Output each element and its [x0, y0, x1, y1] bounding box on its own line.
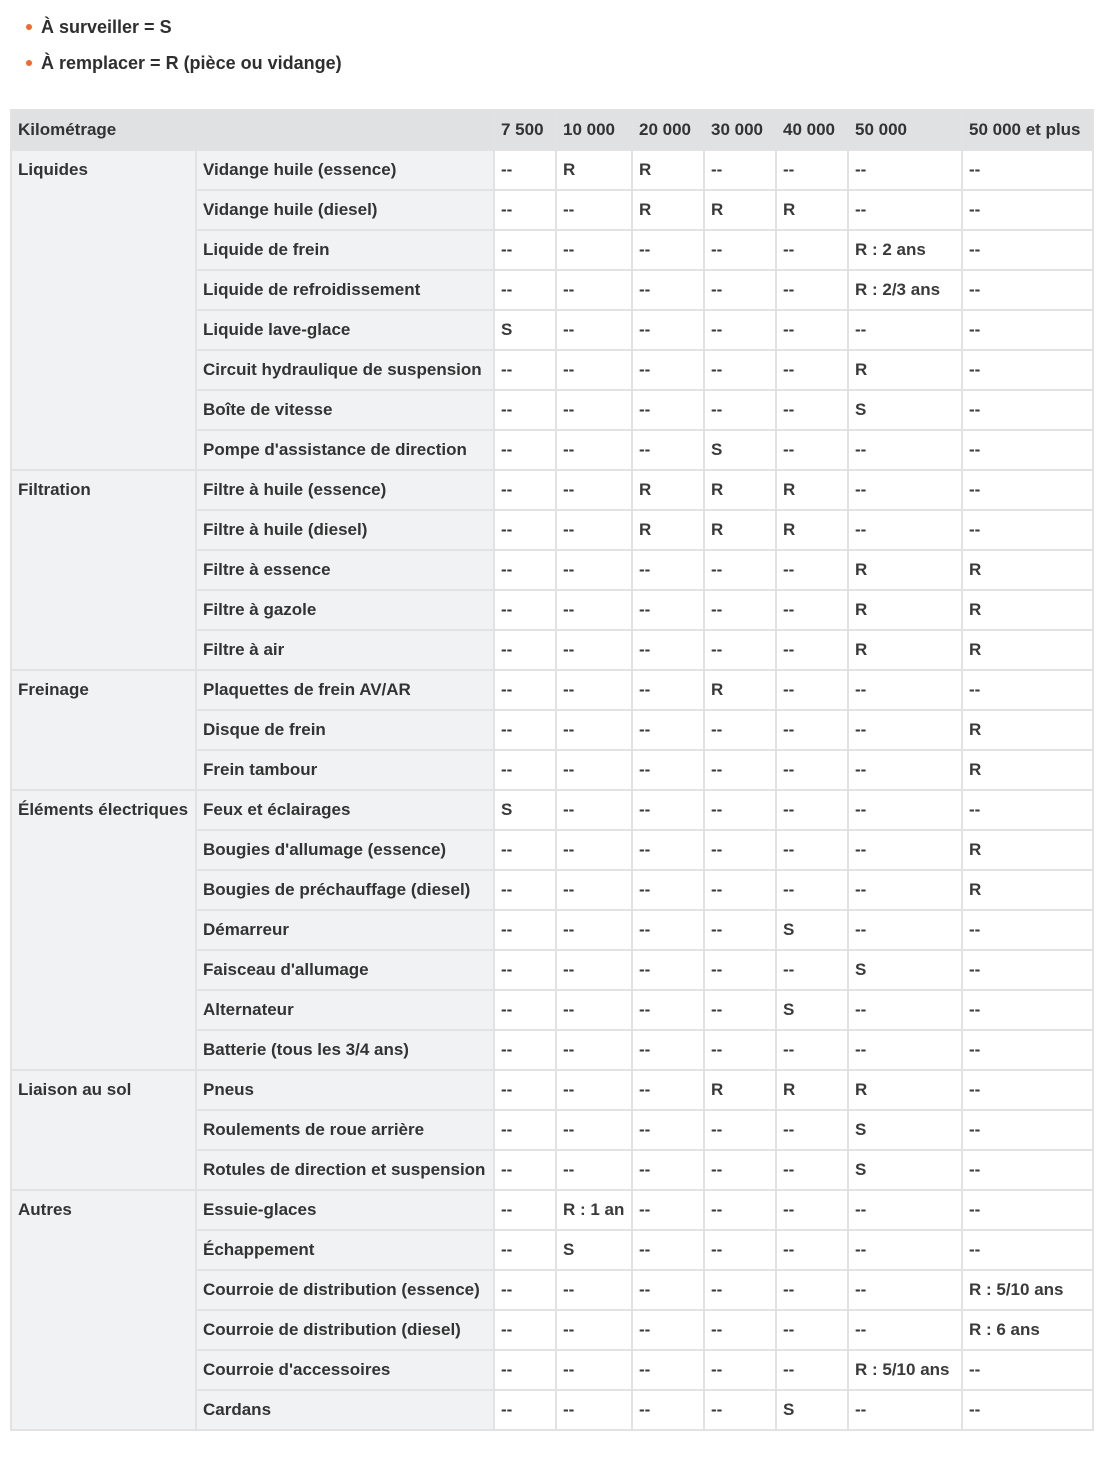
- header-col-km: 20 000: [632, 110, 704, 150]
- value-cell: --: [704, 1190, 776, 1230]
- value-cell: S: [776, 1390, 848, 1430]
- value-cell: R : 5/10 ans: [848, 1350, 962, 1390]
- value-cell: --: [962, 470, 1093, 510]
- value-cell: --: [494, 1030, 556, 1070]
- table-header: [11, 110, 1093, 150]
- value-cell: R: [632, 190, 704, 230]
- value-cell: --: [494, 1150, 556, 1190]
- value-cell: --: [494, 990, 556, 1030]
- legend-text: À surveiller = S: [41, 17, 172, 37]
- value-cell: --: [776, 1150, 848, 1190]
- value-cell: --: [632, 1390, 704, 1430]
- value-cell: --: [704, 1310, 776, 1350]
- value-cell: --: [632, 550, 704, 590]
- value-cell: --: [776, 790, 848, 830]
- legend-item-surveiller: [26, 14, 342, 50]
- value-cell: --: [848, 150, 962, 190]
- value-cell: --: [776, 1350, 848, 1390]
- value-cell: --: [848, 1230, 962, 1270]
- value-cell: R : 5/10 ans: [962, 1270, 1093, 1310]
- value-cell: S: [494, 310, 556, 350]
- value-cell: --: [776, 150, 848, 190]
- value-cell: --: [776, 350, 848, 390]
- value-cell: --: [704, 630, 776, 670]
- value-cell: --: [494, 1310, 556, 1350]
- value-cell: --: [556, 1030, 632, 1070]
- value-cell: R: [962, 590, 1093, 630]
- value-cell: --: [848, 510, 962, 550]
- value-cell: R: [848, 630, 962, 670]
- value-cell: --: [556, 830, 632, 870]
- value-cell: --: [632, 1110, 704, 1150]
- value-cell: --: [704, 150, 776, 190]
- value-cell: --: [556, 710, 632, 750]
- value-cell: R: [632, 510, 704, 550]
- value-cell: --: [494, 350, 556, 390]
- value-cell: S: [494, 790, 556, 830]
- value-cell: --: [494, 1350, 556, 1390]
- value-cell: --: [962, 950, 1093, 990]
- value-cell: --: [776, 430, 848, 470]
- value-cell: --: [962, 1230, 1093, 1270]
- table-row: [11, 1070, 1093, 1110]
- value-cell: --: [632, 390, 704, 430]
- value-cell: R: [556, 150, 632, 190]
- value-cell: --: [494, 190, 556, 230]
- value-cell: --: [556, 630, 632, 670]
- item-label: Essuie-glaces: [196, 1190, 494, 1230]
- value-cell: R: [962, 750, 1093, 790]
- value-cell: --: [962, 230, 1093, 270]
- value-cell: --: [494, 1230, 556, 1270]
- value-cell: --: [704, 790, 776, 830]
- legend-text: À remplacer = R (pièce ou vidange): [41, 53, 342, 73]
- header-col-km: 7 500: [494, 110, 556, 150]
- maintenance-table: [10, 109, 1094, 1431]
- value-cell: --: [776, 1230, 848, 1270]
- value-cell: --: [556, 790, 632, 830]
- value-cell: --: [632, 430, 704, 470]
- value-cell: --: [494, 750, 556, 790]
- value-cell: --: [556, 750, 632, 790]
- item-label: Filtre à air: [196, 630, 494, 670]
- item-label: Boîte de vitesse: [196, 390, 494, 430]
- header-kilometrage: Kilométrage: [11, 110, 494, 150]
- value-cell: --: [848, 910, 962, 950]
- value-cell: --: [494, 150, 556, 190]
- item-label: Courroie d'accessoires: [196, 1350, 494, 1390]
- value-cell: --: [632, 1270, 704, 1310]
- value-cell: --: [704, 710, 776, 750]
- value-cell: --: [556, 1150, 632, 1190]
- value-cell: --: [494, 510, 556, 550]
- item-label: Circuit hydraulique de suspension: [196, 350, 494, 390]
- value-cell: --: [848, 1190, 962, 1230]
- value-cell: --: [776, 1310, 848, 1350]
- value-cell: --: [848, 790, 962, 830]
- value-cell: --: [962, 1150, 1093, 1190]
- value-cell: --: [556, 270, 632, 310]
- item-label: Disque de frein: [196, 710, 494, 750]
- value-cell: --: [776, 550, 848, 590]
- value-cell: --: [632, 270, 704, 310]
- value-cell: --: [704, 990, 776, 1030]
- value-cell: --: [704, 950, 776, 990]
- item-label: Bougies de préchauffage (diesel): [196, 870, 494, 910]
- value-cell: S: [848, 1150, 962, 1190]
- value-cell: --: [962, 1110, 1093, 1150]
- value-cell: --: [776, 750, 848, 790]
- value-cell: --: [632, 1150, 704, 1190]
- value-cell: --: [962, 790, 1093, 830]
- value-cell: --: [848, 670, 962, 710]
- value-cell: --: [556, 1270, 632, 1310]
- header-col-km: 30 000: [704, 110, 776, 150]
- value-cell: --: [494, 630, 556, 670]
- value-cell: --: [556, 910, 632, 950]
- value-cell: --: [632, 1230, 704, 1270]
- value-cell: --: [962, 310, 1093, 350]
- value-cell: --: [704, 1110, 776, 1150]
- item-label: Courroie de distribution (diesel): [196, 1310, 494, 1350]
- table-row: [11, 670, 1093, 710]
- item-label: Filtre à huile (essence): [196, 470, 494, 510]
- value-cell: --: [632, 1310, 704, 1350]
- value-cell: --: [494, 430, 556, 470]
- value-cell: R: [704, 470, 776, 510]
- value-cell: --: [556, 310, 632, 350]
- value-cell: --: [556, 430, 632, 470]
- value-cell: --: [848, 870, 962, 910]
- group-label: Filtration: [11, 470, 196, 670]
- value-cell: --: [776, 270, 848, 310]
- group-label: Liaison au sol: [11, 1070, 196, 1190]
- value-cell: --: [848, 830, 962, 870]
- value-cell: --: [632, 870, 704, 910]
- value-cell: --: [494, 1190, 556, 1230]
- value-cell: R: [848, 590, 962, 630]
- value-cell: --: [776, 590, 848, 630]
- item-label: Liquide lave-glace: [196, 310, 494, 350]
- value-cell: --: [704, 1390, 776, 1430]
- value-cell: R: [704, 190, 776, 230]
- value-cell: --: [494, 550, 556, 590]
- value-cell: --: [776, 390, 848, 430]
- value-cell: --: [556, 950, 632, 990]
- value-cell: --: [776, 1030, 848, 1070]
- item-label: Feux et éclairages: [196, 790, 494, 830]
- item-label: Pneus: [196, 1070, 494, 1110]
- value-cell: --: [848, 470, 962, 510]
- value-cell: --: [704, 230, 776, 270]
- value-cell: --: [962, 910, 1093, 950]
- header-col-km: 40 000: [776, 110, 848, 150]
- value-cell: S: [848, 390, 962, 430]
- value-cell: --: [632, 230, 704, 270]
- item-label: Liquide de frein: [196, 230, 494, 270]
- value-cell: --: [776, 630, 848, 670]
- value-cell: --: [848, 190, 962, 230]
- value-cell: S: [776, 990, 848, 1030]
- value-cell: --: [632, 790, 704, 830]
- table-row: [11, 150, 1093, 190]
- value-cell: --: [776, 230, 848, 270]
- value-cell: --: [556, 590, 632, 630]
- group-label: Liquides: [11, 150, 196, 470]
- value-cell: --: [494, 230, 556, 270]
- item-label: Roulements de roue arrière: [196, 1110, 494, 1150]
- value-cell: S: [556, 1230, 632, 1270]
- value-cell: --: [494, 1110, 556, 1150]
- value-cell: --: [556, 190, 632, 230]
- value-cell: R: [776, 470, 848, 510]
- value-cell: --: [556, 390, 632, 430]
- legend-list: [26, 14, 342, 86]
- item-label: Faisceau d'allumage: [196, 950, 494, 990]
- value-cell: --: [632, 710, 704, 750]
- value-cell: R: [848, 550, 962, 590]
- value-cell: --: [776, 830, 848, 870]
- value-cell: --: [632, 670, 704, 710]
- item-label: Courroie de distribution (essence): [196, 1270, 494, 1310]
- item-label: Liquide de refroidissement: [196, 270, 494, 310]
- header-col-km: 50 000 et plus: [962, 110, 1093, 150]
- value-cell: --: [848, 710, 962, 750]
- value-cell: R: [848, 1070, 962, 1110]
- value-cell: --: [556, 230, 632, 270]
- value-cell: --: [632, 350, 704, 390]
- value-cell: --: [848, 1270, 962, 1310]
- value-cell: --: [962, 510, 1093, 550]
- value-cell: --: [962, 1390, 1093, 1430]
- value-cell: --: [632, 830, 704, 870]
- value-cell: --: [704, 270, 776, 310]
- value-cell: --: [704, 1230, 776, 1270]
- value-cell: --: [704, 390, 776, 430]
- value-cell: --: [962, 270, 1093, 310]
- value-cell: --: [704, 870, 776, 910]
- value-cell: --: [494, 1270, 556, 1310]
- value-cell: --: [494, 830, 556, 870]
- value-cell: --: [556, 350, 632, 390]
- value-cell: --: [962, 390, 1093, 430]
- value-cell: --: [962, 350, 1093, 390]
- value-cell: R: [704, 670, 776, 710]
- value-cell: --: [704, 1030, 776, 1070]
- header-col-km: 50 000: [848, 110, 962, 150]
- value-cell: --: [776, 1270, 848, 1310]
- item-label: Bougies d'allumage (essence): [196, 830, 494, 870]
- value-cell: R : 2 ans: [848, 230, 962, 270]
- value-cell: --: [494, 590, 556, 630]
- value-cell: R: [704, 1070, 776, 1110]
- item-label: Vidange huile (essence): [196, 150, 494, 190]
- value-cell: --: [962, 670, 1093, 710]
- value-cell: R: [776, 510, 848, 550]
- value-cell: --: [848, 1030, 962, 1070]
- value-cell: --: [494, 270, 556, 310]
- header-row: [11, 110, 1093, 150]
- table-row: [11, 790, 1093, 830]
- value-cell: R: [776, 1070, 848, 1110]
- value-cell: --: [704, 310, 776, 350]
- value-cell: --: [632, 1190, 704, 1230]
- value-cell: --: [556, 470, 632, 510]
- value-cell: R: [962, 710, 1093, 750]
- value-cell: --: [962, 1070, 1093, 1110]
- value-cell: --: [776, 710, 848, 750]
- value-cell: --: [632, 1030, 704, 1070]
- bullet-dot-icon: [26, 24, 32, 30]
- value-cell: S: [848, 1110, 962, 1150]
- table-row: [11, 1190, 1093, 1230]
- table-row: [11, 470, 1093, 510]
- item-label: Frein tambour: [196, 750, 494, 790]
- value-cell: --: [848, 750, 962, 790]
- value-cell: R: [962, 870, 1093, 910]
- value-cell: --: [704, 350, 776, 390]
- item-label: Échappement: [196, 1230, 494, 1270]
- value-cell: --: [556, 510, 632, 550]
- value-cell: S: [776, 910, 848, 950]
- value-cell: --: [776, 1190, 848, 1230]
- item-label: Filtre à huile (diesel): [196, 510, 494, 550]
- value-cell: --: [556, 1310, 632, 1350]
- value-cell: --: [632, 1070, 704, 1110]
- value-cell: --: [632, 630, 704, 670]
- value-cell: --: [848, 990, 962, 1030]
- value-cell: --: [704, 910, 776, 950]
- item-label: Vidange huile (diesel): [196, 190, 494, 230]
- value-cell: --: [632, 910, 704, 950]
- value-cell: R: [962, 830, 1093, 870]
- value-cell: --: [962, 190, 1093, 230]
- value-cell: --: [776, 950, 848, 990]
- value-cell: --: [962, 1350, 1093, 1390]
- value-cell: --: [632, 990, 704, 1030]
- item-label: Filtre à gazole: [196, 590, 494, 630]
- value-cell: R: [962, 630, 1093, 670]
- value-cell: --: [962, 1190, 1093, 1230]
- group-label: Freinage: [11, 670, 196, 790]
- value-cell: --: [494, 470, 556, 510]
- value-cell: --: [776, 670, 848, 710]
- value-cell: --: [776, 1110, 848, 1150]
- value-cell: --: [704, 1350, 776, 1390]
- item-label: Rotules de direction et suspension: [196, 1150, 494, 1190]
- bullet-dot-icon: [26, 60, 32, 66]
- value-cell: --: [704, 1270, 776, 1310]
- value-cell: --: [556, 670, 632, 710]
- value-cell: R: [962, 550, 1093, 590]
- value-cell: --: [962, 1030, 1093, 1070]
- table-body: [11, 150, 1093, 1430]
- value-cell: --: [494, 950, 556, 990]
- value-cell: --: [632, 310, 704, 350]
- item-label: Plaquettes de frein AV/AR: [196, 670, 494, 710]
- legend-item-remplacer: [26, 50, 342, 86]
- value-cell: --: [848, 1310, 962, 1350]
- group-label: Autres: [11, 1190, 196, 1430]
- value-cell: --: [494, 910, 556, 950]
- value-cell: --: [632, 950, 704, 990]
- value-cell: --: [848, 430, 962, 470]
- value-cell: --: [704, 590, 776, 630]
- value-cell: --: [494, 1390, 556, 1430]
- item-label: Filtre à essence: [196, 550, 494, 590]
- value-cell: R: [704, 510, 776, 550]
- value-cell: --: [556, 550, 632, 590]
- item-label: Batterie (tous les 3/4 ans): [196, 1030, 494, 1070]
- value-cell: --: [704, 750, 776, 790]
- value-cell: --: [494, 870, 556, 910]
- value-cell: --: [632, 590, 704, 630]
- value-cell: --: [556, 1350, 632, 1390]
- value-cell: --: [776, 870, 848, 910]
- value-cell: S: [704, 430, 776, 470]
- item-label: Alternateur: [196, 990, 494, 1030]
- value-cell: --: [556, 1390, 632, 1430]
- value-cell: --: [632, 1350, 704, 1390]
- value-cell: R: [848, 350, 962, 390]
- value-cell: --: [494, 710, 556, 750]
- value-cell: --: [494, 390, 556, 430]
- value-cell: R: [632, 150, 704, 190]
- value-cell: R : 6 ans: [962, 1310, 1093, 1350]
- value-cell: R: [632, 470, 704, 510]
- value-cell: --: [776, 310, 848, 350]
- value-cell: --: [494, 670, 556, 710]
- value-cell: --: [704, 830, 776, 870]
- item-label: Pompe d'assistance de direction: [196, 430, 494, 470]
- group-label: Éléments électriques: [11, 790, 196, 1070]
- item-label: Démarreur: [196, 910, 494, 950]
- value-cell: --: [556, 1070, 632, 1110]
- value-cell: --: [556, 870, 632, 910]
- value-cell: --: [848, 310, 962, 350]
- value-cell: R : 2/3 ans: [848, 270, 962, 310]
- value-cell: R: [776, 190, 848, 230]
- value-cell: --: [556, 990, 632, 1030]
- value-cell: --: [494, 1070, 556, 1110]
- value-cell: --: [962, 990, 1093, 1030]
- value-cell: --: [704, 550, 776, 590]
- value-cell: R : 1 an: [556, 1190, 632, 1230]
- value-cell: --: [632, 750, 704, 790]
- value-cell: --: [848, 1390, 962, 1430]
- value-cell: S: [848, 950, 962, 990]
- header-col-km: 10 000: [556, 110, 632, 150]
- value-cell: --: [556, 1110, 632, 1150]
- item-label: Cardans: [196, 1390, 494, 1430]
- value-cell: --: [704, 1150, 776, 1190]
- value-cell: --: [962, 430, 1093, 470]
- value-cell: --: [962, 150, 1093, 190]
